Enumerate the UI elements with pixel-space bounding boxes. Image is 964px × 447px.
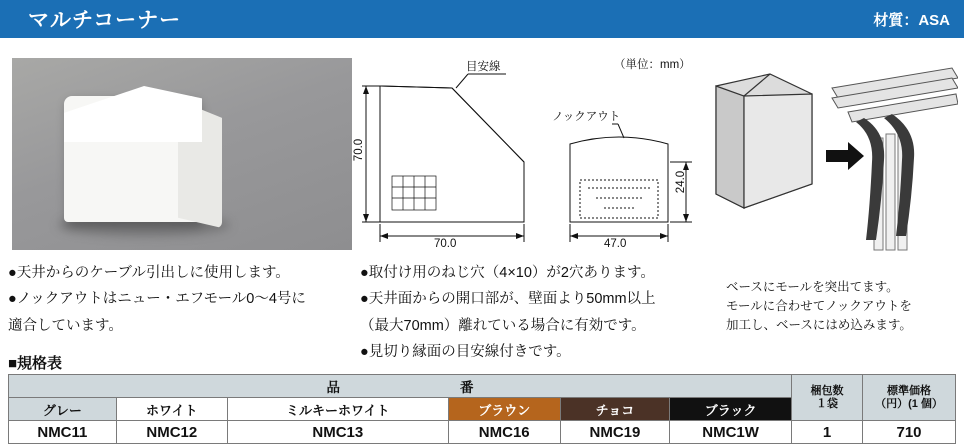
feature-mid-3: （最大70mm）離れている場合に有効です。 [360,317,646,334]
pack-quantity: 1 [792,421,863,444]
product-code-black: NMC1W [670,421,792,444]
drawing-label-guide-line: 目安線 [466,61,501,73]
feature-left-2: ●ノックアウトはニュー・エフモール0～4号に [8,291,306,308]
spec-table-title: ■規格表 [8,355,63,372]
drawing-dim-height: 70.0 [353,138,366,162]
table-header-product: 品 [326,380,340,395]
page-title: マルチコーナー [28,9,182,32]
product-code-brown: NMC16 [448,421,560,444]
unit-price: 710 [863,421,956,444]
illustration-caption-line3: 加工し、ベースにはめ込みます。 [726,317,912,332]
unit-note: （単位：mm） [614,59,691,71]
color-name-grey: グレー [9,398,117,421]
table-header-pack-title: 梱包数 [810,384,844,397]
color-name-choco: チョコ [560,398,670,421]
table-header-product-number [9,375,792,398]
product-code-choco: NMC19 [560,421,670,444]
drawing-dim-side-width: 47.0 [604,238,627,250]
illustration-caption-line1: ベースにモールを突出てます。 [726,280,899,294]
drawing-dim-width: 70.0 [434,238,457,250]
product-photo [12,58,352,250]
table-header-pack-sub: １袋 [816,397,838,410]
illustration-caption-line2: モールに合わせてノックアウトを [726,298,912,313]
product-code-milky-white: NMC13 [227,421,448,444]
feature-list-left [8,262,356,341]
color-name-brown: ブラウン [448,398,560,421]
table-header-number: 番 [460,380,474,395]
color-name-black: ブラック [670,398,792,421]
color-name-milky-white: ミルキーホワイト [227,398,448,421]
feature-left-3: 適合しています。 [8,317,123,334]
color-name-white: ホワイト [116,398,227,421]
feature-mid-4: ●見切り縁面の目安線付きです。 [360,344,571,361]
product-code-white: NMC12 [116,421,227,444]
feature-list-middle [360,262,704,368]
table-header-price [863,375,956,421]
product-code-grey: NMC11 [9,421,117,444]
technical-drawing [353,52,702,252]
drawing-dim-side-height: 24.0 [675,170,688,194]
feature-mid-2: ●天井面からの開口部が、壁面より50mm以上 [360,291,656,308]
table-header-pack [792,375,863,421]
material-label: 材質：ASA [873,11,950,29]
table-header-row [9,375,956,398]
table-header-price-title: 標準価格 [887,384,931,397]
drawing-label-knockout: ノックアウト [552,111,621,123]
table-code-row [9,421,956,444]
illustration-caption [726,278,958,334]
feature-mid-1: ●取付け用のねじ穴（4×10）が2穴あります。 [360,265,655,281]
installation-illustration [706,52,958,256]
page-header [0,0,964,38]
spec-table [8,374,956,444]
feature-left-1: ●天井からのケーブル引出しに使用します。 [8,265,290,281]
table-header-price-sub: （円）(1 個） [875,397,943,410]
